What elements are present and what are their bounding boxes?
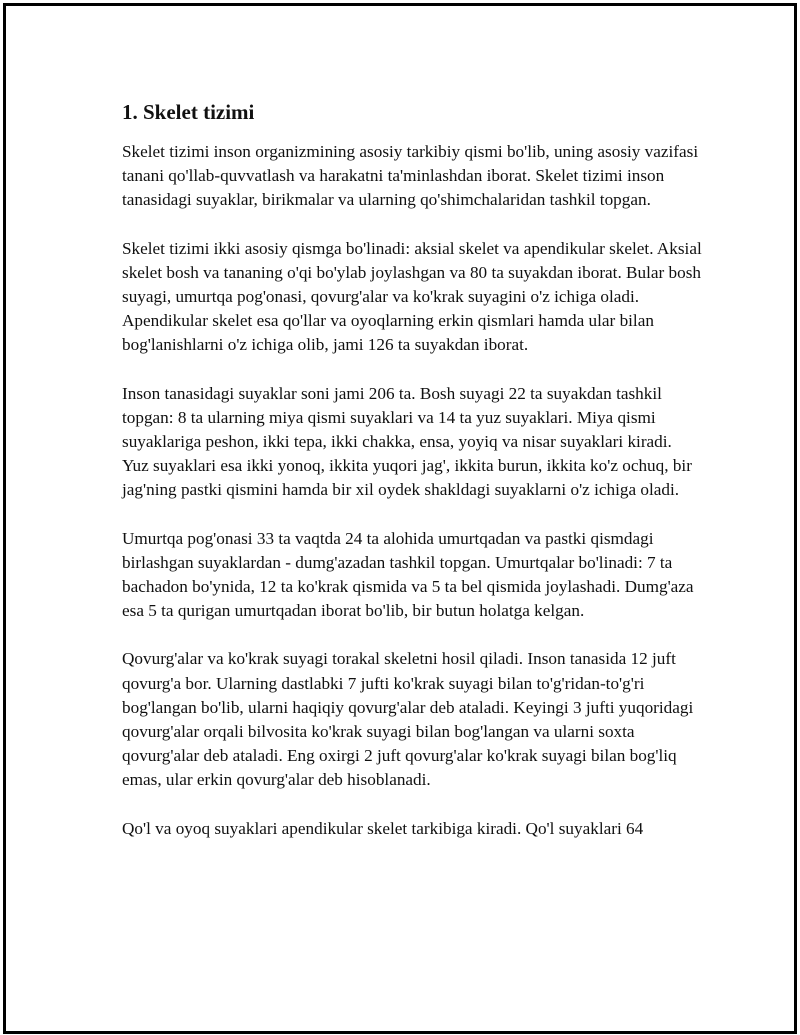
paragraph-limbs: Qo'l va oyoq suyaklari apendikular skelet tarkibiga kiradi. Qo'l suyaklari 64 <box>122 818 644 838</box>
section-title: 1. Skelet tizimi <box>122 100 255 124</box>
paragraph-bone-count: Inson tanasidagi suyaklar soni jami 206 ta. Bosh suyagi 22 ta suyakdan tashkil topgan: 8 ta ularning miya qismi suyaklari va 14 ta yuz suyaklari. Miya qismi suyaklariga peshon, ikki tepa, ikki chakka, ensa, yoyiq va nisar suyaklari kiradi. Yuz suyaklari esa ikki yonoq, ikkita yuqori jag', ikkita burun, ikkita ko'z ochuq, bir jag'ning pastki qismini hamda bir xil oydek shakldagi suyaklarni o'z ichiga oladi. <box>122 383 692 500</box>
page-frame <box>3 3 797 1034</box>
document-content <box>122 98 702 865</box>
paragraph-axial-appendicular: Skelet tizimi ikki asosiy qismga bo'linadi: aksial skelet va apendikular skelet. Aksial skelet bosh va tananing o'qi bo'ylab joylashgan va 80 ta suyakdan iborat. Bular bosh suyagi, umurtqa pog'onasi, qovurg'alar va ko'krak suyagini o'z ichiga oladi. Apendikular skelet esa qo'llar va oyoqlarning erkin qismlari hamda ular bilan bog'lanishlarni o'z ichiga olib, jami 126 ta suyakdan iborat. <box>122 238 702 355</box>
paragraph-ribs: Qovurg'alar va ko'krak suyagi torakal skeletni hosil qiladi. Inson tanasida 12 juft qovurg'a bor. Ularning dastlabki 7 jufti ko'krak suyagi bilan to'g'ridan-to'g'ri bog'langan bo'lib, ularni haqiqiy qovurg'alar deb ataladi. Keyingi 3 jufti yuqoridagi qovurg'alar orqali bilvosita ko'krak suyagi bilan bog'langan va ularni soxta qovurg'alar deb ataladi. Eng oxirgi 2 juft qovurg'alar ko'krak suyagi bilan bog'liq emas, ular erkin qovurg'alar deb hisoblanadi. <box>122 649 694 790</box>
paragraph-skeleton-intro: Skelet tizimi inson organizmining asosiy tarkibiy qismi bo'lib, uning asosiy vazifasi tanani qo'llab-quvvatlash va harakatni ta'minlashdan iborat. Skelet tizimi inson tanasidagi suyaklar, birikmalar va ularning qo'shimchalaridan tashkil topgan. <box>122 142 699 210</box>
paragraph-spine: Umurtqa pog'onasi 33 ta vaqtda 24 ta alohida umurtqadan va pastki qismdagi birlashgan suyaklardan - dumg'azadan tashkil topgan. Umurtqalar bo'linadi: 7 ta bachadon bo'ynida, 12 ta ko'krak qismida va 5 ta bel qismida joylashadi. Dumg'aza esa 5 ta qurigan umurtqadan iborat bo'lib, bir butun holatga kelgan. <box>122 528 694 621</box>
